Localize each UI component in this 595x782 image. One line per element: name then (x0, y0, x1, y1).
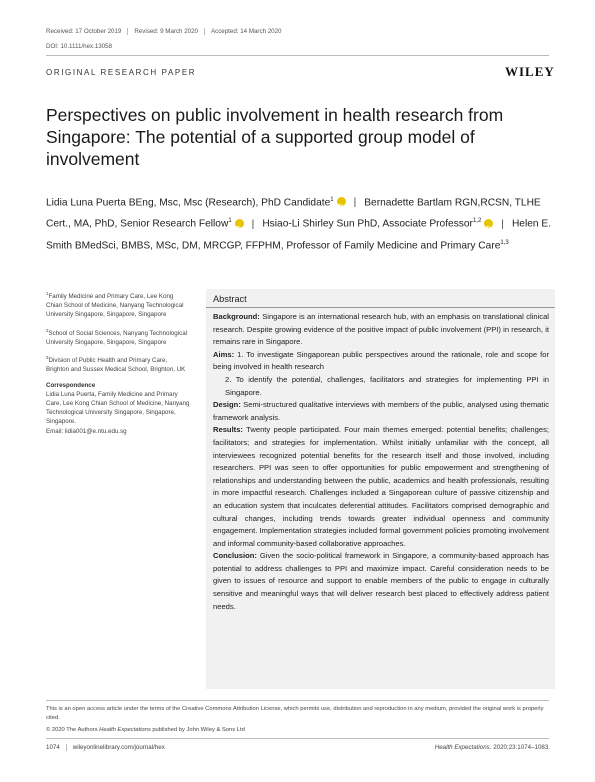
section-label: Aims: (213, 349, 235, 359)
abstract-conclusion (213, 550, 549, 613)
orcid-icon[interactable] (235, 219, 244, 228)
page-number: 1074 (46, 744, 60, 752)
license-notice: This is an open access article under the terms of the Creative Commons Attribution License, which permits use, distribution and reproduction in any medium, provided the original work is properly cited. (46, 706, 544, 721)
author-name[interactable]: Lidia Luna Puerta BEng, Msc, Msc (Research), PhD Candidate (46, 197, 331, 209)
section-label: Background: (213, 312, 260, 321)
author-name[interactable]: Hsiao-Li Shirley Sun PhD, Associate Professor (262, 218, 473, 230)
divider (204, 28, 205, 35)
correspondence-email[interactable]: Email: lidia001@e.ntu.edu.sg (46, 427, 127, 435)
footer-citation (435, 744, 550, 751)
author-separator: | (251, 218, 255, 230)
author-separator: | (501, 218, 504, 230)
section-text: Singapore is an international research hub, with an emphasis on translational clinical research. Despite growing evidence of the positive impact of public involvement (PPI) in research, it remains rare in Singapore. (213, 312, 549, 347)
revised-date: Revised: 9 March 2020 (134, 28, 198, 36)
abstract-aims (213, 349, 549, 374)
affiliation-item (46, 326, 191, 347)
affiliation-number: 2 (46, 327, 49, 333)
section-label: Conclusion: (213, 551, 257, 561)
abstract-background (213, 311, 549, 349)
paper-type-label: ORIGINAL RESEARCH PAPER (46, 68, 197, 77)
author-name[interactable]: Helen E. Smith BMedSci, BMBS, MSc, DM, MRCGP, FFPHM, Professor of Family Medicine and Primary Care (46, 218, 552, 252)
section-text: Given the socio-political framework in Singapore, a community-based approach has potential to address challenges to PPI and maximize impact. Careful consideration needs to be given to issues of resource and support to enable members of the public to engage in culturally sensitive and meaningful ways that will deliver research best placed to effectively address patient needs. (213, 551, 549, 611)
abstract-rule (206, 307, 555, 308)
footer-rule (46, 700, 549, 701)
article-title: Perspectives on public involvement in health research from Singapore: The potential of a supported group model of involvement (46, 105, 504, 169)
footer-rule-bottom (46, 738, 549, 739)
orcid-icon[interactable] (484, 219, 493, 228)
abstract-design (213, 399, 549, 424)
section-label: Results: (213, 425, 243, 435)
copyright-prefix: © 2020 The Authors (46, 727, 100, 733)
citation-journal: Health Expectations. (434, 744, 492, 751)
author-affiliation-ref: 1 (330, 197, 334, 203)
section-text: Semi-structured qualitative interviews with members of the public, analysed using thematic framework analysis. (213, 400, 549, 422)
publication-dates (46, 28, 282, 35)
abstract-body (213, 311, 549, 613)
affiliation-text: Family Medicine and Primary Care, Lee Kong Chian School of Medicine, Nanyang Technological University Singapore, Singapore, Singapore (46, 293, 184, 319)
affiliation-number: 1 (46, 291, 49, 296)
accepted-date: Accepted: 14 March 2020 (210, 28, 282, 36)
section-text: Twenty people participated. Four main themes emerged: potential benefits; challenges; facilitators; and strategies for implementation. Whilst initially unfamiliar with the concept, all interviewees recognized potential benefits for the research itself and those involved, including researchers. PPI was seen to offer opportunities for public empowerment and strengthening of relationships and understanding between the public, academics and health professionals, resulting in more impactful research. Challenges included a Singaporean culture of passive citizenship and an education system that inculcates deferential attitudes. Facilitators comprised demographic and cultural changes, including trends towards greater individual openness and community engagement. Implementation strategies included formal government policies promoting involvement and informal community-based collaborative approaches. (213, 425, 549, 548)
citation-volume: 2020;23:1074–1083. (491, 744, 550, 751)
copyright-notice (46, 727, 245, 733)
section-label: Design: (213, 400, 241, 410)
affiliation-item (46, 289, 191, 320)
author-name[interactable]: Bernadette Bartlam RGN,RCSN, TLHE Cert., MA, PhD, Senior Research Fellow (46, 197, 541, 230)
author-affiliation-ref: 1 (228, 218, 232, 225)
abstract-aim-2: 2. To identify the potential, challenges, facilitators and strategies for implementing PPI in Singapore. (225, 374, 549, 397)
abstract-heading: Abstract (213, 294, 247, 304)
divider (66, 744, 67, 751)
footer-left (46, 744, 165, 751)
author-affiliation-ref: 1,2 (472, 218, 482, 225)
affiliation-item (46, 353, 191, 374)
correspondence-heading: Correspondence (46, 381, 96, 389)
author-list (46, 191, 556, 255)
affiliation-number: 3 (46, 355, 49, 361)
publisher-logo: WILEY (505, 64, 555, 79)
aim-item: 1. To investigate Singaporean public perspectives around the rationale, role and scope for being involved in health research (213, 349, 549, 372)
journal-url[interactable]: wileyonlinelibrary.com/journal/hex (72, 744, 165, 752)
author-affiliation-ref: 1,3 (500, 239, 509, 246)
author-separator: | (353, 197, 357, 209)
correspondence-text: Lidia Luna Puerta, Family Medicine and Primary Care, Lee Kong Chian School of Medicine, Nanyang Technological University Singapore, Singapore, Singapore. (46, 390, 190, 426)
received-date: Received: 17 October 2019 (46, 28, 122, 36)
orcid-icon[interactable] (337, 197, 346, 206)
header-rule (46, 55, 549, 56)
affiliation-text: Division of Public Health and Primary Care, Brighton and Sussex Medical School, Brighton, UK (46, 357, 186, 374)
affiliation-text: School of Social Sciences, Nanyang Technological University Singapore, Singapore, Singapore (46, 329, 188, 346)
copyright-journal: Health Expectations (99, 727, 151, 733)
doi-link[interactable]: DOI: 10.1111/hex.13058 (46, 43, 113, 50)
affiliations-column (46, 289, 191, 436)
divider (127, 28, 128, 35)
abstract-results (213, 424, 549, 550)
copyright-suffix: published by John Wiley & Sons Ltd (150, 727, 245, 733)
